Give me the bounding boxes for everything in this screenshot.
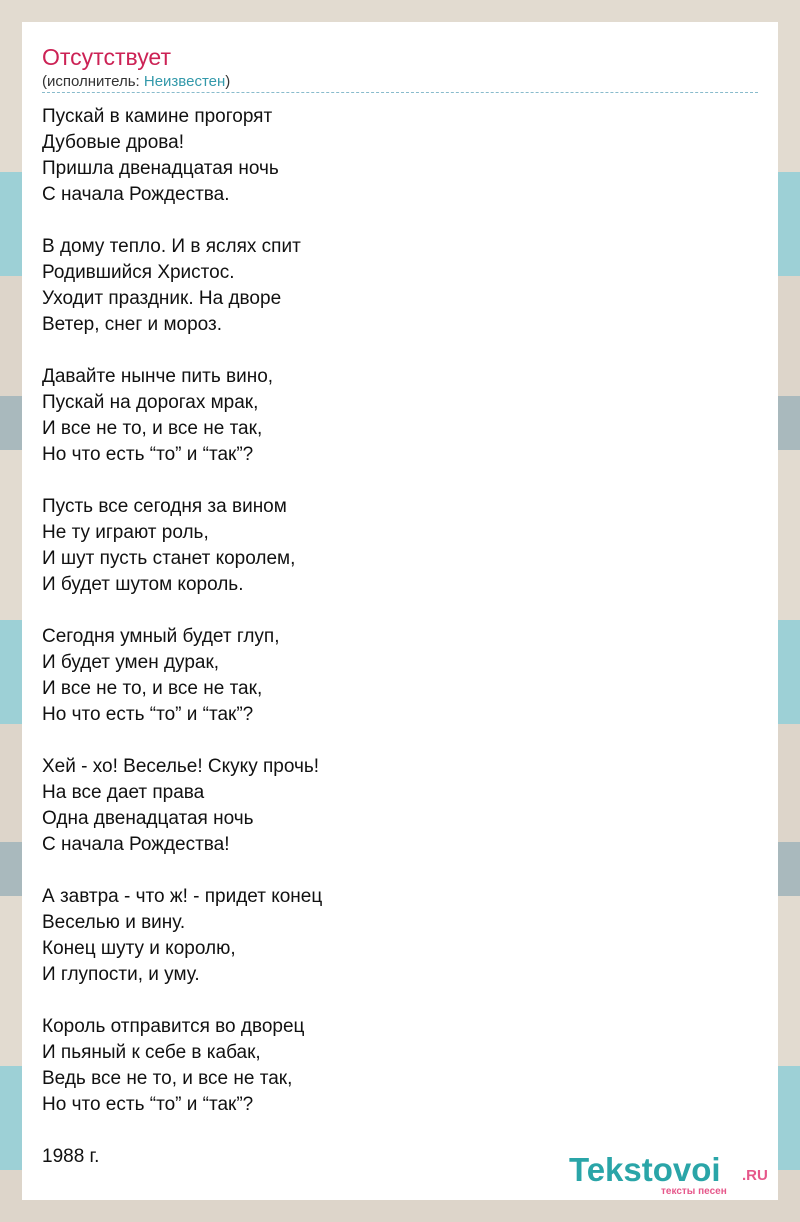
lyric-line: С начала Рождества. — [42, 184, 230, 205]
lyric-line: Но что есть “то” и “так”? — [42, 444, 254, 465]
artist-line — [42, 72, 230, 92]
lyric-line: Родившийся Христос. — [42, 262, 235, 283]
site-logo[interactable] — [569, 1152, 769, 1198]
title-divider — [42, 92, 758, 93]
lyric-line: С начала Рождества! — [42, 834, 230, 855]
stanza — [42, 494, 742, 598]
lyric-line: Дубовые дрова! — [42, 132, 184, 153]
lyric-line: Хей - хо! Веселье! Скуку прочь! — [42, 756, 320, 777]
logo-tagline: тексты песен — [661, 1186, 727, 1197]
artist-suffix: ) — [225, 73, 231, 90]
stanza — [42, 884, 742, 988]
lyric-line: Не ту играют роль, — [42, 522, 209, 543]
stanza — [42, 624, 742, 728]
lyric-line: Пришла двенадцатая ночь — [42, 158, 279, 179]
lyric-line: Давайте нынче пить вино, — [42, 366, 274, 387]
lyric-line: Ветер, снег и мороз. — [42, 314, 222, 335]
lyric-line: И будет умен дурак, — [42, 652, 220, 673]
logo-domain: .RU — [742, 1167, 768, 1184]
song-title: Отсутствует — [42, 44, 171, 70]
lyric-line: Ведь все не то, и все не так, — [42, 1068, 293, 1089]
lyrics-card — [22, 22, 778, 1200]
lyric-line: И все не то, и все не так, — [42, 418, 263, 439]
stanza — [42, 364, 742, 468]
stanza — [42, 754, 742, 858]
lyric-line: Сегодня умный будет глуп, — [42, 626, 280, 647]
lyric-line: Пускай в камине прогорят — [42, 106, 273, 127]
lyric-line: Веселью и вину. — [42, 912, 186, 933]
artist-prefix: (исполнитель: — [42, 73, 144, 90]
lyric-line: Но что есть “то” и “так”? — [42, 704, 254, 725]
lyric-line: Уходит праздник. На дворе — [42, 288, 282, 309]
stanza — [42, 104, 742, 208]
song-year: 1988 г. — [42, 1146, 100, 1167]
lyric-line: И все не то, и все не так, — [42, 678, 263, 699]
lyric-line: Король отправится во дворец — [42, 1016, 305, 1037]
lyric-line: Пускай на дорогах мрак, — [42, 392, 259, 413]
lyric-line: На все дает права — [42, 782, 205, 803]
lyric-line: И шут пусть станет королем, — [42, 548, 296, 569]
lyric-line: И глупости, и уму. — [42, 964, 200, 985]
lyric-line: Но что есть “то” и “так”? — [42, 1094, 254, 1115]
logo-wordmark: Tekstovoi — [569, 1151, 721, 1188]
lyric-line: В дому тепло. И в яслях спит — [42, 236, 301, 257]
stanza — [42, 234, 742, 338]
stanza — [42, 1014, 742, 1118]
artist-link[interactable]: Неизвестен — [143, 73, 226, 90]
lyric-line: А завтра - что ж! - придет конец — [42, 886, 323, 907]
lyric-line: Конец шуту и королю, — [42, 938, 236, 959]
lyric-line: Одна двенадцатая ночь — [42, 808, 254, 829]
lyric-line: Пусть все сегодня за вином — [42, 496, 287, 517]
lyric-line: И будет шутом король. — [42, 574, 244, 595]
lyric-line: И пьяный к себе в кабак, — [42, 1042, 261, 1063]
lyrics-body — [42, 104, 742, 1170]
